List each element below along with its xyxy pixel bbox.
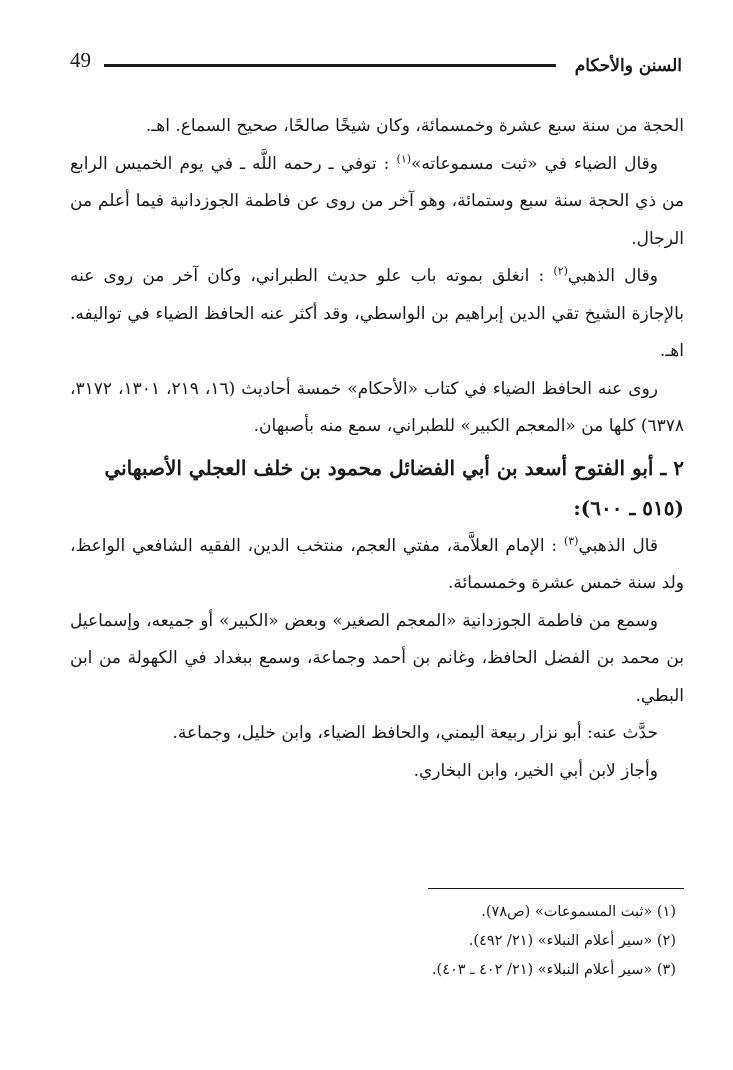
footnote-ref[interactable]: (٢)	[553, 264, 568, 278]
header-rule	[104, 64, 556, 67]
paragraph	[70, 528, 684, 603]
main-text	[70, 108, 684, 790]
paragraph-text: قال الذهبي	[578, 535, 659, 556]
paragraph: وسمع من فاطمة الجوزدانية «المعجم الصغير» وبعض «الكبير» أو جميعه، وإسماعيل بن محمد بن الفضل الحافظ، وغانم بن أحمد وجماعة، وسمع ببغداد في الكهولة من ابن البطي.	[70, 610, 684, 706]
footnote-rule	[428, 888, 684, 889]
paragraph-text: : توفي ـ رحمه اللَّه ـ في يوم الخميس الرابع من ذي الحجة سنة سبع وستمائة، وهو آخر من روى عن فاطمة الجوزدانية فيما أعلم من الرجال.	[70, 153, 684, 249]
paragraph: وأجاز لابن أبي الخير، وابن البخاري.	[413, 760, 658, 781]
paragraph: روى عنه الحافظ الضياء في كتاب «الأحكام» خمسة أحاديث (١٦، ٢١٩، ١٣٠١، ٣١٧٢، ٦٣٧٨) كلها من «المعجم الكبير» للطبراني، سمع منه بأصبهان.	[70, 378, 684, 436]
paragraph-text: وقال الذهبي	[567, 266, 658, 286]
footnotes	[70, 898, 676, 985]
footnote: (١) «ثبت المسموعات» (ص٧٨).	[481, 904, 676, 920]
paragraph	[70, 258, 684, 371]
paragraph-text: : انغلق بموته باب علو حديث الطبراني، وكان آخر من روى عنه بالإجازة الشيخ تقي الدين إبراهيم بن الواسطي، وقد أكثر عنه الحافظ الضياء في تواليفه. اهـ.	[70, 266, 684, 361]
paragraph-text: وقال الضياء في «ثبت مسموعاته»	[411, 153, 658, 174]
footnote: (٢) «سير أعلام النبلاء» (٢١/ ٤٩٢).	[468, 933, 676, 949]
section-heading: ٢ ـ أبو الفتوح أسعد بن أبي الفضائل محمود بن خلف العجلي الأصبهاني (٥١٥ ـ ٦٠٠):	[104, 455, 684, 520]
footnote-ref[interactable]: (٣)	[563, 533, 579, 547]
running-head: السنن والأحكام	[574, 56, 682, 76]
page-header	[70, 48, 682, 84]
footnote-ref[interactable]: (١)	[396, 151, 412, 165]
paragraph	[70, 146, 684, 259]
paragraph: حدَّث عنه: أبو نزار ربيعة اليمني، والحافظ الضياء، وابن خليل، وجماعة.	[172, 723, 658, 743]
footnote: (٣) «سير أعلام النبلاء» (٢١/ ٤٠٢ ـ ٤٠٣).	[431, 962, 676, 978]
page-number: 49	[70, 48, 91, 72]
paragraph-text: : الإمام العلاَّمة، مفتي العجم، منتخب الدين، الفقيه الشافعي الواعظ، ولد سنة خمس عشرة وخمسمائة.	[70, 535, 684, 593]
paragraph: الحجة من سنة سبع عشرة وخمسمائة، وكان شيخًا صالحًا، صحيح السماع. اهـ.	[145, 116, 684, 136]
